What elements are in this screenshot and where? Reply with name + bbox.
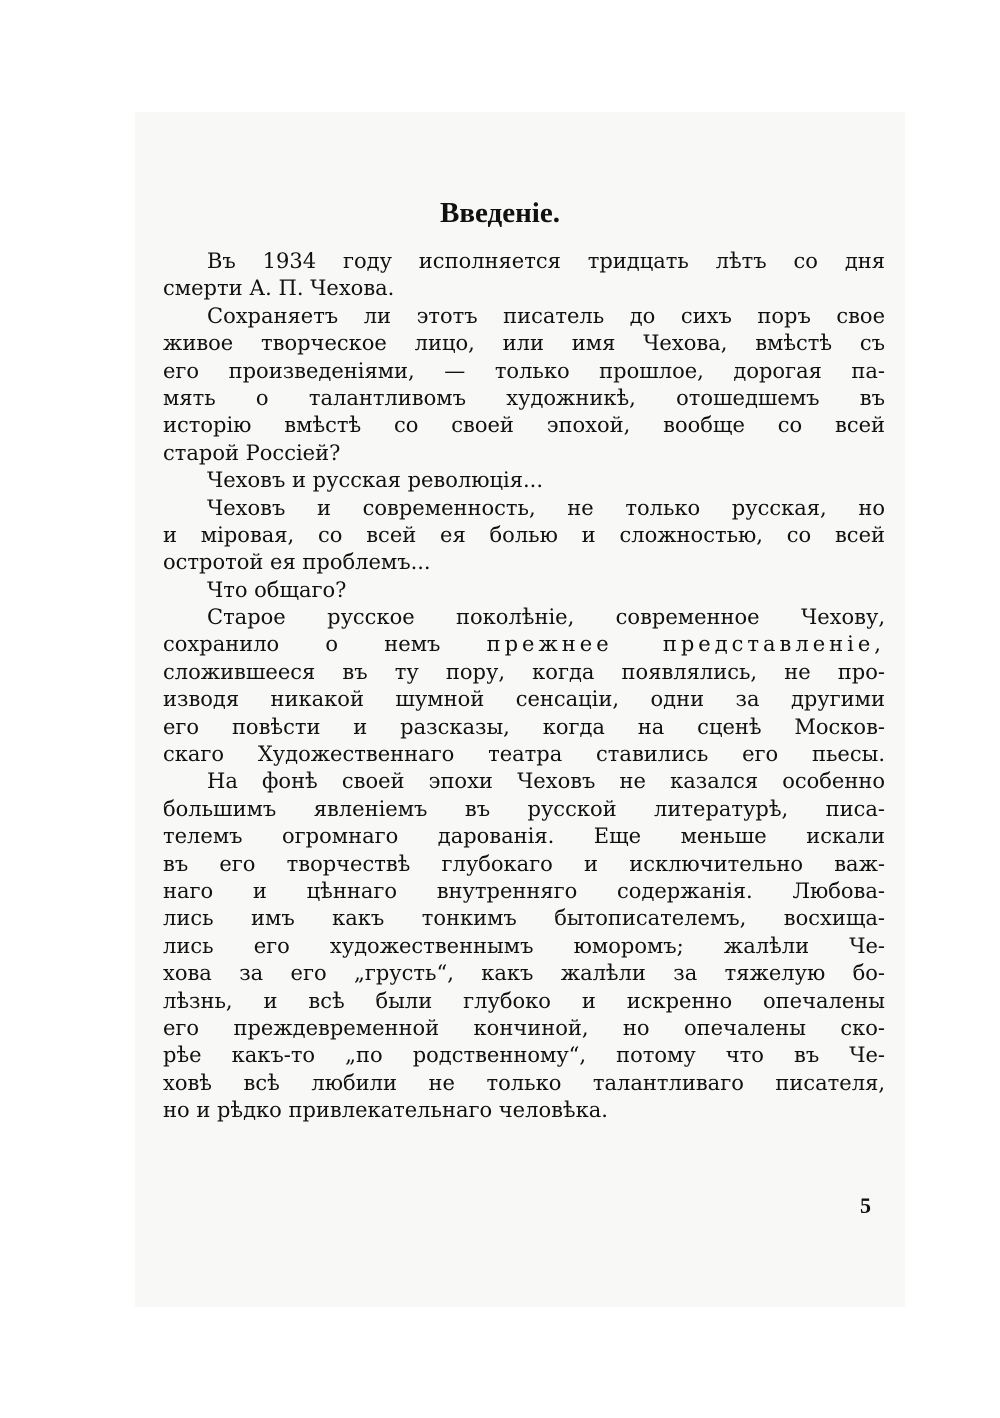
text-line: лѣзнь, и всѣ были глубоко и искренно опечалены [163, 988, 885, 1013]
text-line: его преждевременной кончиной, но опечалены ско- [163, 1015, 885, 1040]
text-line: сложившееся въ ту пору, когда появлялись, не про- [163, 659, 885, 684]
text-line: хова за его „грусть“, какъ жалѣли за тяжелую бо- [163, 961, 885, 986]
text-line: наго и цѣннаго внутренняго содержанія. Любова- [163, 878, 885, 903]
chapter-heading: Введеніе. [440, 197, 560, 229]
text-line: смерти А. П. Чехова. [163, 276, 395, 301]
text-line: телемъ огромнаго дарованія. Еще меньше искали [163, 824, 885, 849]
text-line: живое творческое лицо, или имя Чехова, вмѣстѣ съ [163, 331, 885, 356]
text-line: мять о талантливомъ художникѣ, отошедшемъ въ [163, 385, 885, 410]
text-line: лись его художественнымъ юморомъ; жалѣли Че- [163, 933, 885, 958]
text-line: его произведеніями, — только прошлое, дорогая па- [163, 358, 885, 383]
text-line: старой Россіей? [163, 440, 341, 465]
text-line: Что общаго? [207, 577, 347, 602]
text-line: и міровая, со всей ея болью и сложностью, со всей [163, 522, 885, 547]
emphasized-text: прежнее представленіе, [486, 632, 885, 657]
text-line: Старое русское поколѣніе, современное Чехову, [207, 605, 885, 630]
text-fragment: сохранило о немъ [163, 632, 441, 657]
text-line: лись имъ какъ тонкимъ бытописателемъ, восхища- [163, 906, 885, 931]
text-line: изводя никакой шумной сенсаціи, одни за другими [163, 687, 885, 712]
text-line: въ его творчествѣ глубокаго и исключительно важ- [163, 851, 885, 876]
text-line: На фонѣ своей эпохи Чеховъ не казался особенно [207, 769, 885, 794]
text-line: рѣе какъ-то „по родственному“, потому что въ Че- [163, 1043, 885, 1068]
text-line: Сохраняетъ ли этотъ писатель до сихъ поръ свое [207, 303, 885, 328]
text-line: ховѣ всѣ любили не только талантливаго писателя, [163, 1070, 885, 1095]
text-line: скаго Художественнаго театра ставились его пьесы. [163, 742, 885, 767]
text-line: остротой ея проблемъ... [163, 550, 431, 575]
page-number: 5 [860, 1193, 871, 1218]
text-line: но и рѣдко привлекательнаго человѣка. [163, 1098, 608, 1123]
text-line: Въ 1934 году исполняется тридцать лѣтъ со дня [207, 249, 885, 273]
text-line: Чеховъ и русская революція... [207, 468, 544, 493]
text-line [163, 631, 885, 658]
text-line: большимъ явленіемъ въ русской литературѣ, писа- [163, 796, 885, 821]
text-line: Чеховъ и современность, не только русская, но [207, 495, 885, 520]
text-line: его повѣсти и разсказы, когда на сценѣ Москов- [163, 714, 885, 739]
text-line: исторію вмѣстѣ со своей эпохой, вообще со всей [163, 413, 885, 438]
body-text [163, 248, 885, 1125]
